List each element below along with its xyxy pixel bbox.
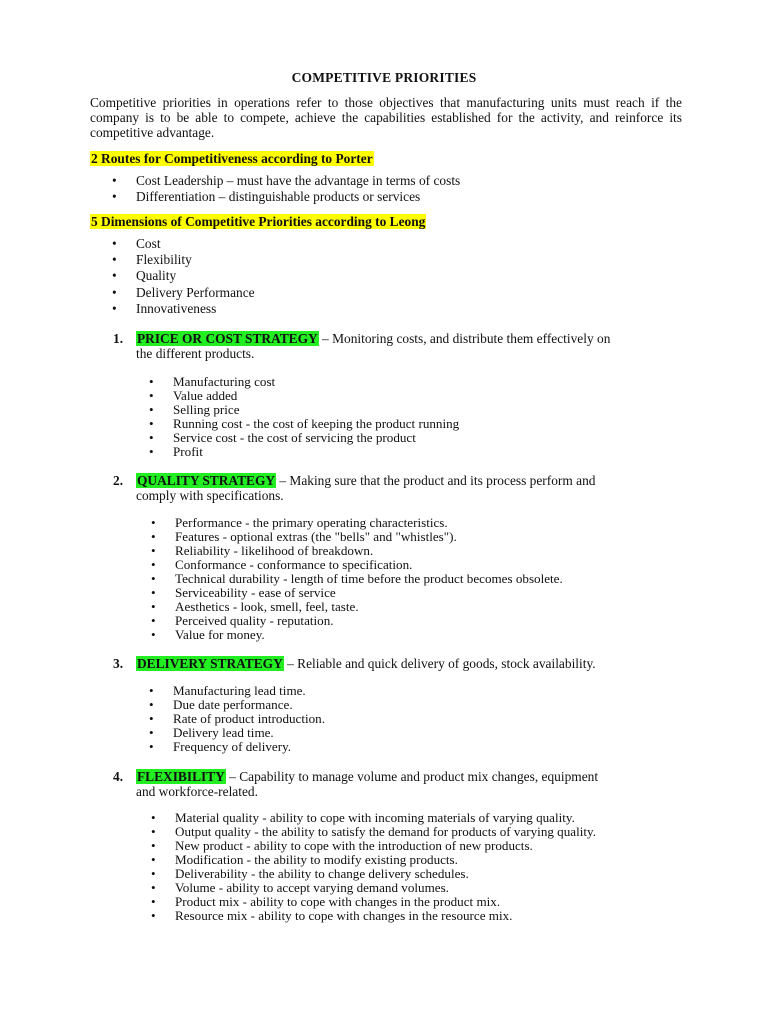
- strategy-4-name: FLEXIBILITY: [137, 769, 225, 784]
- bullet-icon: •: [112, 284, 117, 300]
- list-item: • Conformance - conformance to specification.: [151, 557, 413, 572]
- list-item: • Manufacturing cost: [149, 374, 276, 389]
- bullet-icon: •: [149, 416, 154, 431]
- bullet-icon: •: [149, 739, 154, 754]
- list-item: • Technical durability - length of time before the product becomes obsolete.: [151, 571, 563, 586]
- leong-list: [112, 236, 255, 317]
- bullet-icon: •: [112, 236, 117, 251]
- list-item: • Reliability - likelihood of breakdown.: [151, 543, 374, 558]
- list-item: • Running cost - the cost of keeping the product running: [149, 416, 460, 431]
- bullet-icon: •: [149, 374, 154, 389]
- list-item: • Flexibility: [112, 252, 192, 268]
- porter-list: [112, 173, 461, 205]
- bullet-icon: •: [112, 252, 117, 268]
- list-item: • Cost Leadership – must have the advantage in terms of costs: [112, 173, 461, 188]
- list-item: • Deliverability - the ability to change delivery schedules.: [151, 866, 469, 881]
- list-item: • New product - ability to cope with the introduction of new products.: [151, 838, 533, 853]
- list-item: • Features - optional extras (the "bells" and "whistles").: [151, 529, 457, 544]
- bullet-icon: •: [149, 697, 154, 712]
- strategy-3-desc: – Reliable and quick delivery of goods, stock availability.: [283, 656, 596, 671]
- bullet-icon: •: [149, 683, 154, 698]
- list-item: • Due date performance.: [149, 697, 293, 712]
- strategy-1-desc-cont: the different products.: [136, 346, 255, 361]
- list-item: • Resource mix - ability to cope with changes in the resource mix.: [151, 908, 513, 923]
- list-item: • Product mix - ability to cope with changes in the product mix.: [151, 894, 501, 909]
- list-item: • Manufacturing lead time.: [149, 683, 306, 698]
- strategy-1-list: [149, 374, 460, 459]
- list-item: • Aesthetics - look, smell, feel, taste.: [151, 599, 359, 614]
- bullet-icon: •: [151, 824, 156, 839]
- leong-heading: [90, 213, 426, 231]
- bullet-icon: •: [151, 908, 156, 923]
- list-item: • Frequency of delivery.: [149, 739, 292, 754]
- strategy-2-name: QUALITY STRATEGY: [137, 473, 276, 488]
- list-item: • Quality: [112, 268, 177, 284]
- bullet-icon: •: [112, 173, 117, 188]
- bullet-icon: •: [112, 300, 117, 316]
- strategy-3-list: [149, 683, 325, 754]
- list-item: • Output quality - the ability to satisfy the demand for products of varying quality.: [151, 824, 596, 839]
- bullet-icon: •: [151, 585, 156, 600]
- strategy-4-desc-cont: and workforce-related.: [136, 784, 258, 799]
- strategy-2-desc-cont: comply with specifications.: [136, 488, 284, 503]
- intro-paragraph: Competitive priorities in operations refer to those objectives that manufacturing units must reach if the company is to be able to compete, achieve the capabilities established for the activity, and reinforce its competitive advantage.: [90, 95, 682, 140]
- bullet-icon: •: [151, 810, 156, 825]
- strategy-3-name: DELIVERY STRATEGY: [137, 656, 283, 671]
- bullet-icon: •: [151, 852, 156, 867]
- list-item: • Rate of product introduction.: [149, 711, 325, 726]
- bullet-icon: •: [151, 880, 156, 895]
- bullet-icon: •: [149, 444, 154, 459]
- list-item: • Cost: [112, 236, 161, 251]
- bullet-icon: •: [151, 543, 156, 558]
- list-item: • Delivery Performance: [112, 284, 255, 300]
- porter-heading-text: 2 Routes for Competitiveness according to Porter: [91, 151, 373, 166]
- strategy-2-list: [151, 515, 563, 642]
- list-item: • Value added: [149, 388, 238, 403]
- strategy-number: 1.: [113, 331, 124, 346]
- strategy-3-header: [136, 656, 696, 671]
- bullet-icon: •: [112, 189, 117, 205]
- list-item: • Material quality - ability to cope with incoming materials of varying quality.: [151, 810, 575, 825]
- strategy-4-list: [151, 810, 596, 923]
- list-item: • Delivery lead time.: [149, 725, 274, 740]
- list-item: • Volume - ability to accept varying demand volumes.: [151, 880, 449, 895]
- porter-heading: [90, 150, 374, 168]
- strategy-4-header: [136, 769, 706, 799]
- bullet-icon: •: [149, 402, 154, 417]
- bullet-icon: •: [151, 557, 156, 572]
- list-item: • Service cost - the cost of servicing the product: [149, 430, 416, 445]
- bullet-icon: •: [151, 529, 156, 544]
- list-item: • Modification - the ability to modify existing products.: [151, 852, 458, 867]
- bullet-icon: •: [151, 838, 156, 853]
- strategy-1-header: [136, 331, 696, 361]
- leong-heading-text: 5 Dimensions of Competitive Priorities according to Leong: [91, 214, 426, 229]
- list-item: • Performance - the primary operating characteristics.: [151, 515, 448, 530]
- strategy-1-name: PRICE OR COST STRATEGY: [137, 331, 318, 346]
- page-title: COMPETITIVE PRIORITIES: [291, 70, 477, 85]
- bullet-icon: •: [151, 866, 156, 881]
- strategy-number: 2.: [113, 473, 124, 488]
- bullet-icon: •: [151, 571, 156, 586]
- list-item: • Serviceability - ease of service: [151, 585, 336, 600]
- strategy-1-desc: – Monitoring costs, and distribute them effectively on: [318, 331, 611, 346]
- list-item: • Innovativeness: [112, 300, 217, 316]
- list-item: • Value for money.: [151, 627, 265, 642]
- list-item: • Profit: [149, 444, 203, 459]
- bullet-icon: •: [112, 268, 117, 284]
- bullet-icon: •: [149, 388, 154, 403]
- list-item: • Differentiation – distinguishable products or services: [112, 189, 421, 205]
- bullet-icon: •: [149, 430, 154, 445]
- strategy-4-desc: – Capability to manage volume and product mix changes, equipment: [225, 769, 599, 784]
- strategy-number: 4.: [113, 769, 124, 784]
- bullet-icon: •: [149, 711, 154, 726]
- strategy-number: 3.: [113, 656, 124, 671]
- bullet-icon: •: [149, 725, 154, 740]
- list-item: • Perceived quality - reputation.: [151, 613, 334, 628]
- bullet-icon: •: [151, 599, 156, 614]
- bullet-icon: •: [151, 515, 156, 530]
- bullet-icon: •: [151, 627, 156, 642]
- strategy-2-desc: – Making sure that the product and its process perform and: [276, 473, 596, 488]
- bullet-icon: •: [151, 613, 156, 628]
- strategy-2-header: [136, 473, 696, 503]
- list-item: • Selling price: [149, 402, 240, 417]
- bullet-icon: •: [151, 894, 156, 909]
